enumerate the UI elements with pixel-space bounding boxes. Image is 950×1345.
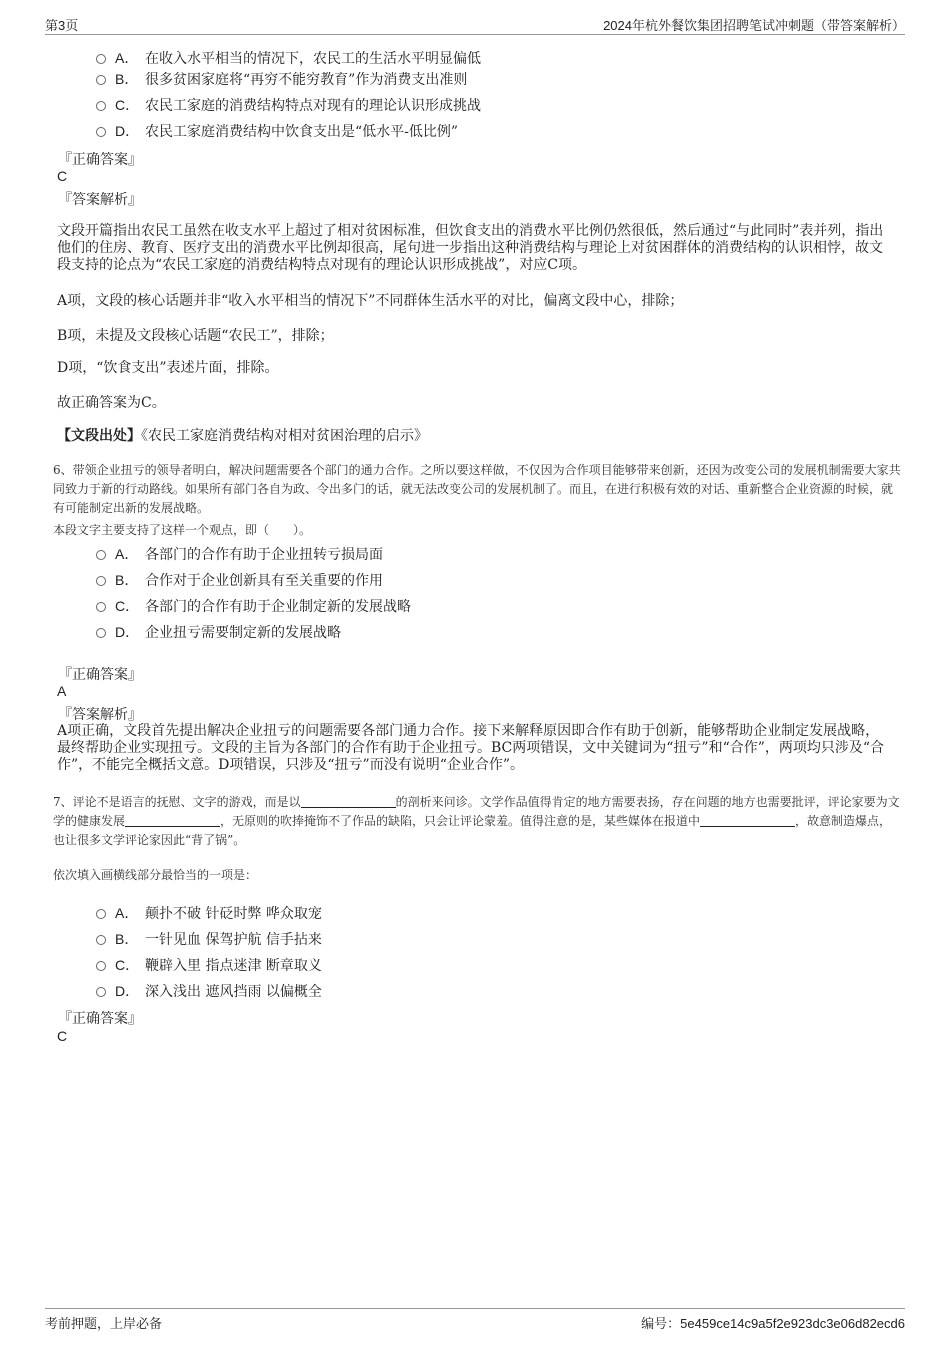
footer-slogan: 考前押题，上岸必备 (45, 1317, 163, 1332)
blank-1 (301, 795, 396, 808)
radio-icon[interactable] (96, 961, 106, 971)
q7-answer: C (57, 1028, 68, 1044)
q6-question: 本段文字主要支持了这样一个观点，即（ ）。 (53, 523, 312, 537)
q7-option-b[interactable]: B． 一针见血 保驾护航 信手拈来 (96, 929, 322, 949)
q7-question: 依次填入画横线部分最恰当的一项是： (53, 868, 258, 882)
q5-option-b[interactable]: B． 很多贫困家庭将“再穷不能穷教育”作为消费支出准则 (96, 69, 467, 89)
page-header (45, 14, 905, 35)
radio-icon[interactable] (96, 54, 106, 64)
document-title: 2024年杭外餐饮集团招聘笔试冲刺题（带答案解析） (603, 18, 905, 33)
q6-option-d[interactable]: D． 企业扭亏需要制定新的发展战略 (96, 622, 341, 642)
q5-source: 【文段出处】《农民工家庭消费结构对相对贫困治理的启示》 (57, 428, 428, 444)
radio-icon[interactable] (96, 987, 106, 997)
radio-icon[interactable] (96, 576, 106, 586)
document-id: 编号：5e459ce14c9a5f2e923dc3e06d82ecd6 (641, 1316, 905, 1331)
blank-2 (125, 814, 220, 827)
q5-analysis-label: 『答案解析』 (58, 192, 142, 208)
page-number: 第3页 (45, 18, 79, 33)
q7-stem: 7、评论不是语言的抚慰、文字的游戏，而是以 的剖析来问诊。文学作品值得肯定的地方需要表扬，存在问题的地方也需要批评，评论家要为文学的健康发展 ，无原则的吹捧掩饰不了作品的缺陷，只会让评论蒙羞。值得注意的是，某些媒体在报道中 ，故意制造爆点，也让很多文学评论家因此“背了锅”。 (53, 795, 900, 847)
radio-icon[interactable] (96, 602, 106, 612)
radio-icon[interactable] (96, 75, 106, 85)
radio-icon[interactable] (96, 550, 106, 560)
radio-icon[interactable] (96, 127, 106, 137)
q5-conclusion: 故正确答案为C。 (57, 395, 166, 411)
q5-analysis-d: D项，“饮食支出”表述片面，排除。 (57, 360, 279, 376)
q5-option-c[interactable]: C． 农民工家庭的消费结构特点对现有的理论认识形成挑战 (96, 95, 481, 115)
q5-analysis-a: A项，文段的核心话题并非“收入水平相当的情况下”不同群体生活水平的对比，偏离文段中心，排除； (57, 293, 684, 309)
q6-analysis: A项正确，文段首先提出解决企业扭亏的问题需要各部门通力合作。接下来解释原因即合作有助于创新，能够帮助企业制定发展战略，最终帮助企业实现扭亏。文段的主旨为各部门的合作有助于企业扭亏。BC两项错误，文中关键词为“扭亏”和“合作”，两项均只涉及“合作”，不能完全概括文意。D项错误，只涉及“扭亏”而没有说明“企业合作”。 (57, 723, 885, 773)
radio-icon[interactable] (96, 628, 106, 638)
radio-icon[interactable] (96, 935, 106, 945)
q7-option-d[interactable]: D． 深入浅出 遮风挡雨 以偏概全 (96, 981, 322, 1001)
q6-option-b[interactable]: B． 合作对于企业创新具有至关重要的作用 (96, 570, 383, 590)
radio-icon[interactable] (96, 101, 106, 111)
q7-answer-label: 『正确答案』 (58, 1011, 142, 1027)
page-footer (45, 1308, 905, 1332)
q6-answer-label: 『正确答案』 (58, 667, 142, 683)
blank-3 (700, 814, 795, 827)
q5-option-d[interactable]: D． 农民工家庭消费结构中饮食支出是“低水平-低比例” (96, 121, 458, 141)
q6-stem: 6、带领企业扭亏的领导者明白，解决问题需要各个部门的通力合作。之所以要这样做，不仅因为合作项目能够带来创新，还因为改变公司的发展机制需要大家共同致力于新的行动路线。如果所有部门各自为政、令出多门的话，就无法改变公司的发展机制了。而且，在进行积极有效的对话、重新整合企业资源的时候，就有可能制定出新的发展战略。 (53, 463, 901, 515)
q5-analysis-main: 文段开篇指出农民工虽然在收支水平上超过了相对贫困标准，但饮食支出的消费水平比例仍然很低，然后通过“与此同时”表并列，指出他们的住房、教育、医疗支出的消费水平比例却很高，尾句进一步指出这种消费结构与理论上对贫困群体的消费结构的认识相悖，故文段支持的论点为“农民工家庭的消费结构特点对现有的理论认识形成挑战”，对应C项。 (57, 223, 884, 273)
q5-option-a[interactable]: A． 在收入水平相当的情况下，农民工的生活水平明显偏低 (96, 48, 481, 68)
q6-option-a[interactable]: A． 各部门的合作有助于企业扭转亏损局面 (96, 544, 383, 564)
q6-analysis-label: 『答案解析』 (58, 707, 142, 723)
q5-answer: C (57, 168, 68, 184)
radio-icon[interactable] (96, 909, 106, 919)
q7-option-c[interactable]: C． 鞭辟入里 指点迷津 断章取义 (96, 955, 322, 975)
q5-answer-label: 『正确答案』 (58, 152, 142, 168)
q5-analysis-b: B项，未提及文段核心话题“农民工”，排除； (57, 328, 334, 344)
q6-option-c[interactable]: C． 各部门的合作有助于企业制定新的发展战略 (96, 596, 411, 616)
q6-answer: A (57, 683, 67, 699)
q7-option-a[interactable]: A． 颠扑不破 针砭时弊 哗众取宠 (96, 903, 322, 923)
